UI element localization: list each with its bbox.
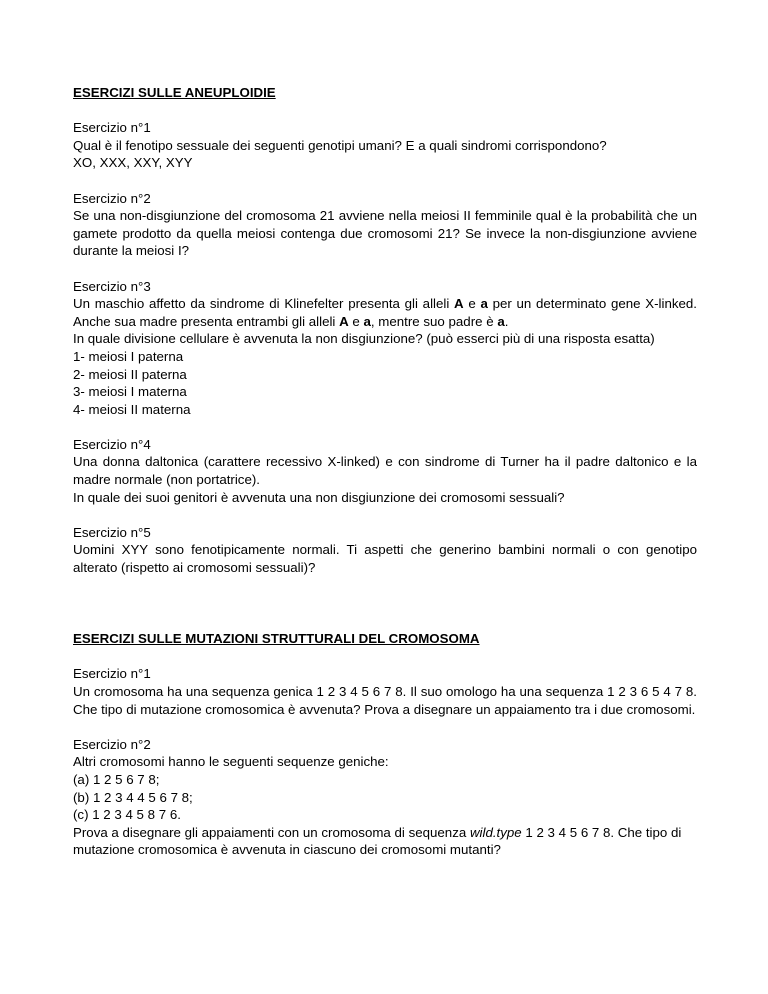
- exercise-heading: Esercizio n°4: [73, 436, 151, 452]
- option-item: 3- meiosi I materna: [73, 384, 187, 400]
- exercise-text: Uomini XYY sono fenotipicamente normali. Ti aspetti che generino bambini normali o con genotipo alterato (rispetto ai cromosomi sessuali)?: [73, 542, 697, 576]
- option-item: 4- meiosi II materna: [73, 401, 191, 417]
- sequence-item: (a) 1 2 5 6 7 8;: [73, 771, 160, 787]
- section-spacer: [73, 594, 697, 630]
- exercise-question: In quale divisione cellulare è avvenuta la non disgiunzione? (può esserci più di una risposta esatta): [73, 331, 655, 347]
- text-run: , mentre suo padre è: [370, 313, 498, 329]
- document-page: [73, 84, 697, 877]
- text-run: 1 2 3 4 5 6 7 8. Che tipo di mutazione cromosomica è avvenuta in ciascuno dei cromosomi mutanti?: [73, 824, 682, 858]
- exercise-text: Un cromosoma ha una sequenza genica 1 2 3 4 5 6 7 8. Il suo omologo ha una sequenza 1 2 3 6 5 4 7 8. Che tipo di mutazione cromosomica è avvenuta? Prova a disegnare un appaiamento tra i due cromosomi.: [73, 684, 697, 717]
- text-run: Prova a disegnare gli appaiamenti con un cromosoma di sequenza: [73, 824, 470, 840]
- exercise-aneuploidie-2: [73, 190, 697, 260]
- text-run: e: [348, 313, 364, 329]
- allele-label: a: [363, 313, 371, 329]
- exercise-aneuploidie-4: [73, 436, 697, 506]
- text-run: e: [463, 296, 481, 312]
- exercise-mutazioni-1: [73, 665, 697, 718]
- exercise-heading: Esercizio n°3: [73, 278, 151, 294]
- text-run: .: [504, 313, 509, 329]
- option-item: 1- meiosi I paterna: [73, 348, 184, 364]
- exercise-heading: Esercizio n°1: [73, 666, 151, 682]
- exercise-text: Una donna daltonica (carattere recessivo X-linked) e con sindrome di Turner ha il padre daltonico e la madre normale (non portatrice).: [73, 454, 697, 488]
- exercise-text: [73, 295, 697, 330]
- wild-type-term: wild.type: [469, 824, 522, 840]
- allele-label: A: [339, 313, 349, 329]
- exercise-text: [73, 824, 697, 859]
- exercise-aneuploidie-1: [73, 119, 697, 172]
- exercise-mutazioni-2: [73, 736, 697, 859]
- exercise-heading: Esercizio n°1: [73, 120, 151, 136]
- exercise-heading: Esercizio n°5: [73, 524, 151, 540]
- sequence-item: (b) 1 2 3 4 4 5 6 7 8;: [73, 789, 193, 805]
- exercise-text: XO, XXX, XXY, XYY: [73, 155, 193, 171]
- allele-label: a: [497, 313, 505, 329]
- exercise-text: Altri cromosomi hanno le seguenti sequenze geniche:: [73, 754, 389, 770]
- exercise-aneuploidie-5: [73, 524, 697, 577]
- section-title-aneuploidie: ESERCIZI SULLE ANEUPLOIDIE: [73, 85, 276, 100]
- exercise-text: Se una non-disgiunzione del cromosoma 21 avviene nella meiosi II femminile qual è la probabilità che un gamete prodotto da quella meiosi contenga due cromosomi 21? Se invece la non-disgiunzione avviene durante la meiosi I?: [73, 208, 697, 259]
- exercise-heading: Esercizio n°2: [73, 736, 151, 752]
- section-title-mutazioni: ESERCIZI SULLE MUTAZIONI STRUTTURALI DEL CROMOSOMA: [73, 631, 480, 647]
- text-run: Un maschio affetto da sindrome di Klinefelter presenta gli alleli: [73, 296, 455, 312]
- exercise-question: In quale dei suoi genitori è avvenuta una non disgiunzione dei cromosomi sessuali?: [73, 489, 565, 505]
- option-item: 2- meiosi II paterna: [73, 366, 187, 382]
- allele-label: A: [454, 296, 464, 312]
- sequence-item: (c) 1 2 3 4 5 8 7 6.: [73, 807, 181, 823]
- allele-label: a: [480, 296, 488, 312]
- exercise-heading: Esercizio n°2: [73, 190, 151, 206]
- exercise-text: Qual è il fenotipo sessuale dei seguenti genotipi umani? E a quali sindromi corrispondono?: [73, 137, 607, 153]
- text-run: per un determinato gene X-linked. Anche sua madre presenta entrambi gli alleli: [73, 296, 697, 329]
- exercise-aneuploidie-3: [73, 278, 697, 419]
